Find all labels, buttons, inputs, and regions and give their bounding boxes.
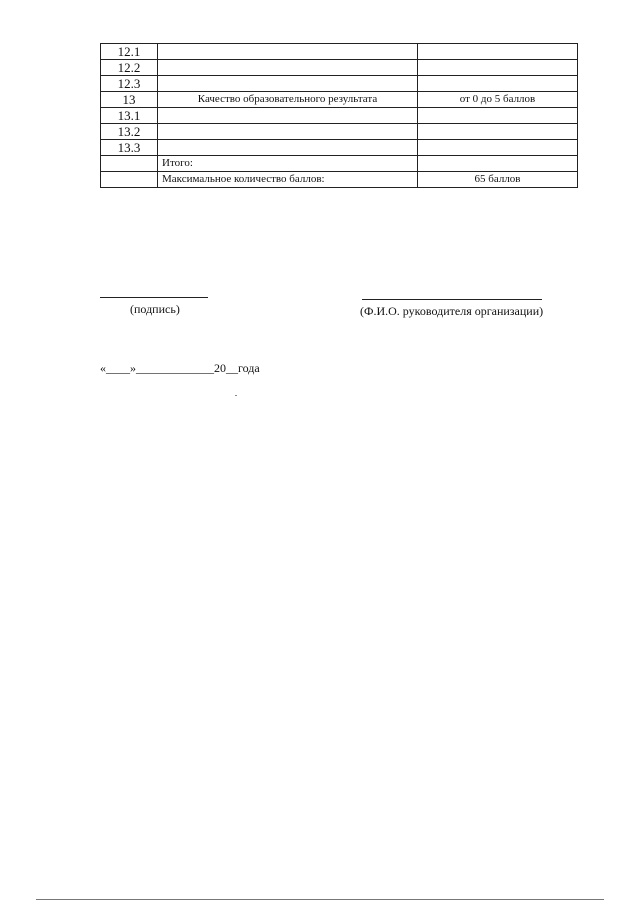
page-bottom-rule (36, 899, 604, 900)
date-line: «____»_____________20__года (100, 361, 260, 375)
criterion-cell (158, 124, 418, 140)
total-row (101, 156, 578, 172)
row-number: 13.2 (101, 124, 158, 140)
points-cell (418, 124, 578, 140)
table-row (101, 124, 578, 140)
table-row (101, 108, 578, 124)
points-cell (418, 108, 578, 124)
row-number (101, 172, 158, 188)
points-cell (418, 76, 578, 92)
criterion-cell (158, 60, 418, 76)
criterion-cell (158, 140, 418, 156)
criteria-table (100, 43, 578, 188)
director-name-line (362, 299, 542, 300)
signature-line (100, 297, 208, 298)
table-row (101, 60, 578, 76)
director-name-caption: (Ф.И.О. руководителя организации) (360, 304, 544, 318)
total-label: Итого: (158, 156, 418, 172)
max-score-row (101, 172, 578, 188)
points-cell (418, 60, 578, 76)
max-score-points: 65 баллов (418, 172, 578, 188)
scan-speck (235, 395, 237, 396)
points-cell: от 0 до 5 баллов (418, 92, 578, 108)
row-number: 13 (101, 92, 158, 108)
criterion-cell (158, 44, 418, 60)
row-number: 13.3 (101, 140, 158, 156)
row-number: 12.3 (101, 76, 158, 92)
max-score-label: Максимальное количество баллов: (158, 172, 418, 188)
table-row (101, 140, 578, 156)
row-number: 13.1 (101, 108, 158, 124)
row-number: 12.2 (101, 60, 158, 76)
criterion-cell (158, 76, 418, 92)
table-row (101, 76, 578, 92)
criterion-cell: Качество образовательного результата (158, 92, 418, 108)
points-cell (418, 44, 578, 60)
total-points (418, 156, 578, 172)
points-cell (418, 140, 578, 156)
table-row (101, 92, 578, 108)
row-number (101, 156, 158, 172)
row-number: 12.1 (101, 44, 158, 60)
signature-caption: (подпись) (130, 302, 180, 316)
table-row (101, 44, 578, 60)
criterion-cell (158, 108, 418, 124)
